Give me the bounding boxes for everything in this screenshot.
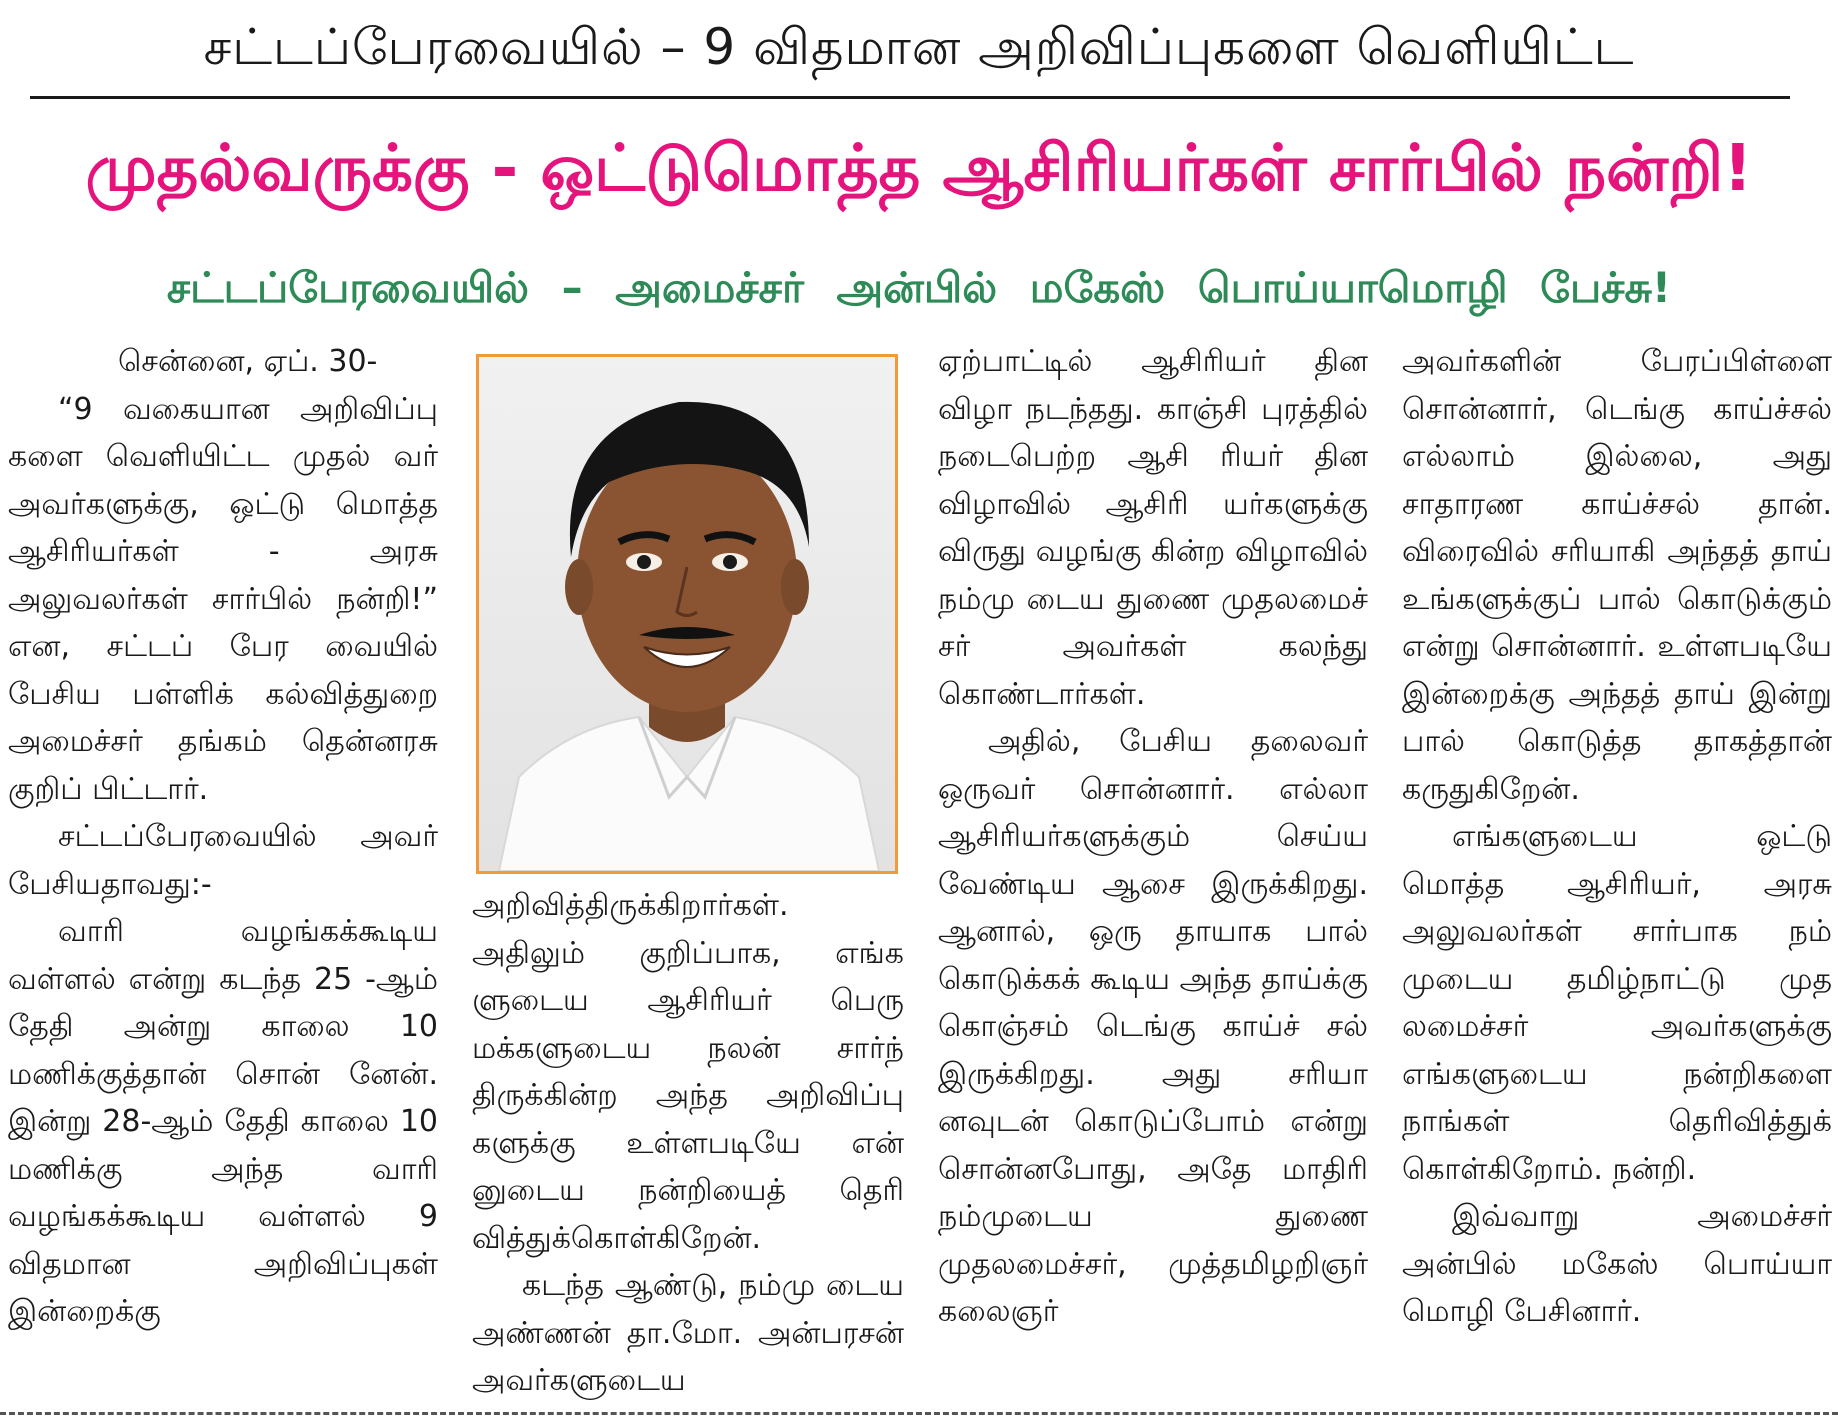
bottom-dashed-rule <box>0 1412 1838 1415</box>
main-headline: முதல்வருக்கு - ஒட்டுமொத்த ஆசிரியர்கள் சார்பில் நன்றி! <box>85 132 1753 206</box>
article-paragraph: வாரி வழங்கக்கூடிய வள்ளல் என்று கடந்த 25 -ஆம் தேதி அன்று காலை 10 மணிக்குத்தான் சொன் னேன். இன்று 28-ஆம் தேதி காலை 10 மணிக்கு அந்த வாரி வழங்கக்கூடிய வள்ளல் 9 விதமான அறிவிப்புகள் இன்றைக்கு <box>8 914 438 1329</box>
minister-portrait-icon <box>479 357 895 871</box>
article-paragraph: சட்டப்பேரவையில் அவர் பேசியதாவது:- <box>8 819 438 902</box>
article-column-1 <box>8 338 438 1336</box>
article-paragraph: இவ்வாறு அமைச்சர் அன்பில் மகேஸ் பொய்யா மொழி பேசினார். <box>1402 1199 1832 1329</box>
minister-photo <box>476 354 898 874</box>
article-paragraph: அறிவித்திருக்கிறார்கள். அதிலும் குறிப்பாக, எங்க ளுடைய ஆசிரியர் பெரு மக்களுடைய நலன் சார்ந் திருக்கின்ற அந்த அறிவிப்பு களுக்கு உள்ளபடியே என் னுடைய நன்றியைத் தெரி வித்துக்கொள்கிறேன். <box>472 888 904 1256</box>
article-paragraph: எங்களுடைய ஒட்டு மொத்த ஆசிரியர், அரசு அலுவலர்கள் சார்பாக நம் முடைய தமிழ்நாட்டு முத லமைச்சர் அவர்களுக்கு எங்களுடைய நன்றிகளை நாங்கள் தெரிவித்துக் கொள்கிறோம். நன்றி. <box>1402 819 1832 1187</box>
article-column-2 <box>472 882 904 1405</box>
article-paragraph: “9 வகையான அறிவிப்பு களை வெளியிட்ட முதல் வர் அவர்களுக்கு, ஒட்டு மொத்த ஆசிரியர்கள் - அரசு அலுவலர்கள் சார்பில் நன்றி!” என, சட்டப் பேர வையில் பேசிய பள்ளிக் கல்வித்துறை அமைச்சர் தங்கம் தென்னரசு குறிப் பிட்டார். <box>8 391 438 807</box>
article-column-4 <box>1402 338 1832 1336</box>
sub-headline: சட்டப்பேரவையில் – அமைச்சர் அன்பில் மகேஸ் பொய்யாமொழி பேச்சு! <box>166 262 1672 312</box>
kicker-rule <box>30 96 1790 99</box>
article-column-3 <box>938 338 1368 1336</box>
article-paragraph: ஏற்பாட்டில் ஆசிரியர் தின விழா நடந்தது. காஞ்சி புரத்தில் நடைபெற்ற ஆசி ரியர் தின விழாவில் ஆசிரி யர்களுக்கு விருது வழங்கு கின்ற விழாவில் நம்மு டைய துணை முதலமைச் சர் அவர்கள் கலந்து கொண்டார்கள். <box>938 344 1368 712</box>
article-paragraph: கடந்த ஆண்டு, நம்மு டைய அண்ணன் தா.மோ. அன்பரசன் அவர்களுடைய <box>472 1268 904 1398</box>
article-paragraph: அவர்களின் பேரப்பிள்ளை சொன்னார், டெங்கு காய்ச்சல் எல்லாம் இல்லை, அது சாதாரண காய்ச்சல் தான். விரைவில் சரியாகி அந்தத் தாய் உங்களுக்குப் பால் கொடுக்கும் என்று சொன்னார். உள்ளபடியே இன்றைக்கு அந்தத் தாய் இன்று பால் கொடுத்த தாகத்தான் கருதுகிறேன். <box>1402 344 1832 807</box>
kicker-headline: சட்டப்பேரவையில் – 9 விதமான அறிவிப்புகளை வெளியிட்ட <box>203 17 1635 76</box>
dateline: சென்னை, ஏப். 30- <box>118 344 378 379</box>
article-paragraph: அதில், பேசிய தலைவர் ஒருவர் சொன்னார். எல்லா ஆசிரியர்களுக்கும் செய்ய வேண்டிய ஆசை இருக்கிறது. ஆனால், ஒரு தாயாக பால் கொடுக்கக் கூடிய அந்த தாய்க்கு கொஞ்சம் டெங்கு காய்ச் சல் இருக்கிறது. அது சரியா னவுடன் கொடுப்போம் என்று சொன்னபோது, அதே மாதிரி நம்முடைய துணை முதலமைச்சர், முத்தமிழறிஞர் கலைஞர் <box>938 724 1368 1329</box>
